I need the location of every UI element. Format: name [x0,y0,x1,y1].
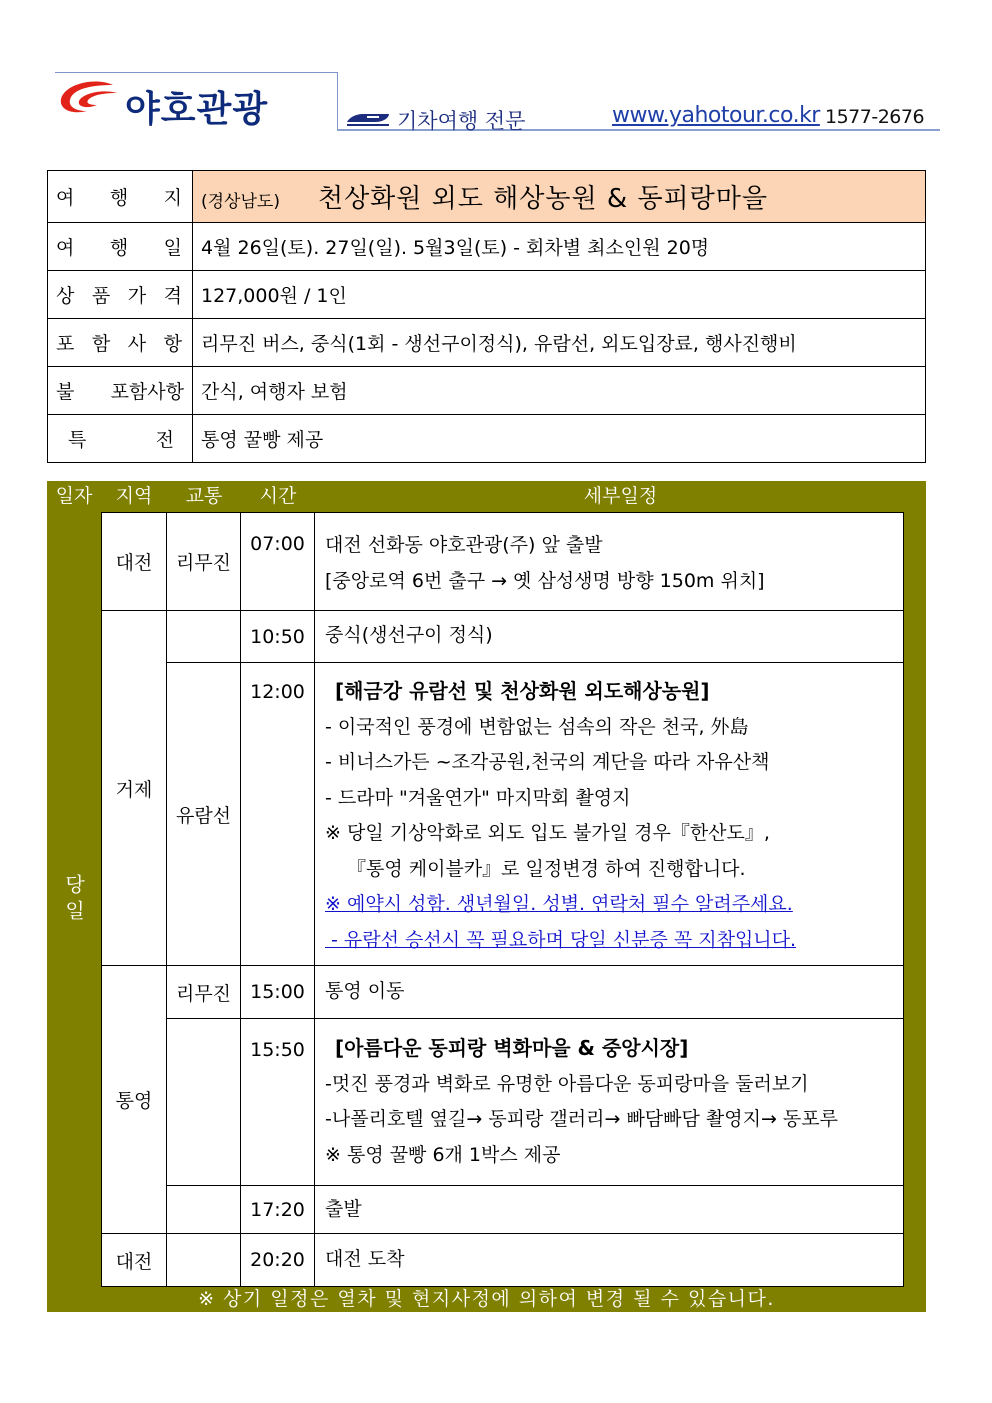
booking-note: ※ 예약시 성함. 생년월일. 성별. 연락처 필수 알려주세요. [325,893,793,915]
day-label: 당일 [61,873,86,926]
phone-number: 1577-2676 [825,106,925,128]
time-1200: 12:00 [241,663,315,966]
detail-line: [중앙로역 6번 출구 → 옛 삼성생명 방향 150m 위치] [325,569,765,592]
transport-empty-1 [167,611,241,663]
detail-line: - 비너스가든 ~조각공원,천국의 계단을 따라 자유산책 [325,751,770,773]
transport-empty-4 [167,1234,241,1287]
destination-value [193,171,926,223]
detail-line: ※ 당일 기상악화로 외도 입도 불가일 경우『한산도』, [325,822,770,844]
detail-line: -멋진 풍경과 벽화로 유명한 아름다운 동피랑마을 둘러보기 [325,1072,809,1095]
time-2020: 20:20 [241,1234,315,1287]
detail-line: 대전 도착 [325,1248,405,1270]
time-1050: 10:50 [241,611,315,663]
excluded-value: 간식, 여행자 보험 [193,367,926,415]
detail-lunch [315,611,904,663]
date-label: 여 행 일 [48,223,193,271]
detail-line: 출발 [325,1198,362,1220]
page-header [55,72,940,132]
train-icon [345,106,391,128]
detail-dongpirang [315,1019,904,1186]
excluded-label: 불 포함사항 [48,367,193,415]
logo-box [55,72,338,131]
included-label: 포 함 사 항 [48,319,193,367]
detail-move [315,966,904,1019]
benefit-label: 특 전 [48,415,193,463]
time-1500: 15:00 [241,966,315,1019]
header-region: 지역 [115,485,153,507]
transport-cruise: 유람선 [167,663,241,966]
detail-depart-return [315,1186,904,1234]
schedule-table [47,481,926,1312]
detail-title: [해금강 유람선 및 천상화원 외도해상농원] [335,679,710,703]
region-tongyeong: 통영 [101,966,167,1234]
detail-line: 대전 선화동 야호관광(주) 앞 출발 [325,534,603,556]
detail-line: 『통영 케이블카』로 일정변경 하여 진행합니다. [347,857,746,880]
detail-line: -나폴리호텔 옆길→ 동피랑 갤러리→ 빠담빠담 촬영지→ 동포루 [325,1108,838,1130]
destination-title: 천상화원 외도 해상농원 & 동피랑마을 [317,184,769,214]
destination-label: 여 행 지 [48,171,193,223]
price-value: 127,000원 / 1인 [193,271,926,319]
schedule-grid [101,512,904,1287]
region-daejeon-start: 대전 [101,512,167,611]
detail-oedo [315,663,904,966]
price-label: 상 품 가 격 [48,271,193,319]
detail-line: ※ 통영 꿀빵 6개 1박스 제공 [325,1143,561,1166]
detail-arrival [315,1234,904,1287]
region-daejeon-end: 대전 [101,1234,167,1287]
transport-empty-3 [167,1186,241,1234]
benefit-row [48,415,926,463]
destination-row [48,171,926,223]
tagline: 기차여행 전문 [397,109,526,133]
header-day: 일자 [55,485,93,507]
date-row [48,223,926,271]
id-card-note: - 유람선 승선시 꼭 필요하며 당일 신분증 꼭 지참입니다. [325,928,797,951]
detail-line: - 이국적인 풍경에 변함없는 섬속의 작은 천국, 外島 [325,715,749,738]
excluded-row [48,367,926,415]
time-1720: 17:20 [241,1186,315,1234]
transport-limousine-1: 리무진 [167,512,241,611]
header-detail: 세부일정 [583,485,658,507]
included-value: 리무진 버스, 중식(1회 - 생선구이정식), 유람선, 외도입장료, 행사진행비 [193,319,926,367]
transport-empty-2 [167,1019,241,1186]
time-1550: 15:50 [241,1019,315,1186]
detail-line: 중식(생선구이 정식) [325,624,493,646]
detail-departure [315,512,904,611]
website-link[interactable]: www.yahotour.co.kr [612,103,820,128]
region-geoje: 거제 [101,611,167,966]
included-row [48,319,926,367]
benefit-value: 통영 꿀빵 제공 [193,415,926,463]
detail-title: [아름다운 동피랑 벽화마을 & 중앙시장] [335,1036,689,1060]
tour-info-table [47,170,926,463]
header-time: 시간 [259,485,297,507]
date-value: 4월 26일(토). 27일(일). 5월3일(토) - 회차별 최소인원 20명 [193,223,926,271]
time-0700: 07:00 [241,512,315,611]
destination-region: (경상남도) [201,192,280,212]
footer-note: ※ 상기 일정은 열차 및 현지사정에 의하여 변경 될 수 있습니다. [198,1288,775,1310]
transport-limousine-2: 리무진 [167,966,241,1019]
detail-line: 통영 이동 [325,980,405,1002]
logo-text: 야호관광 [125,89,269,130]
price-row [48,271,926,319]
detail-line: - 드라마 "겨울연가" 마지막회 촬영지 [325,786,631,809]
header-transport: 교통 [185,485,223,507]
logo-swoosh-icon [57,79,119,119]
